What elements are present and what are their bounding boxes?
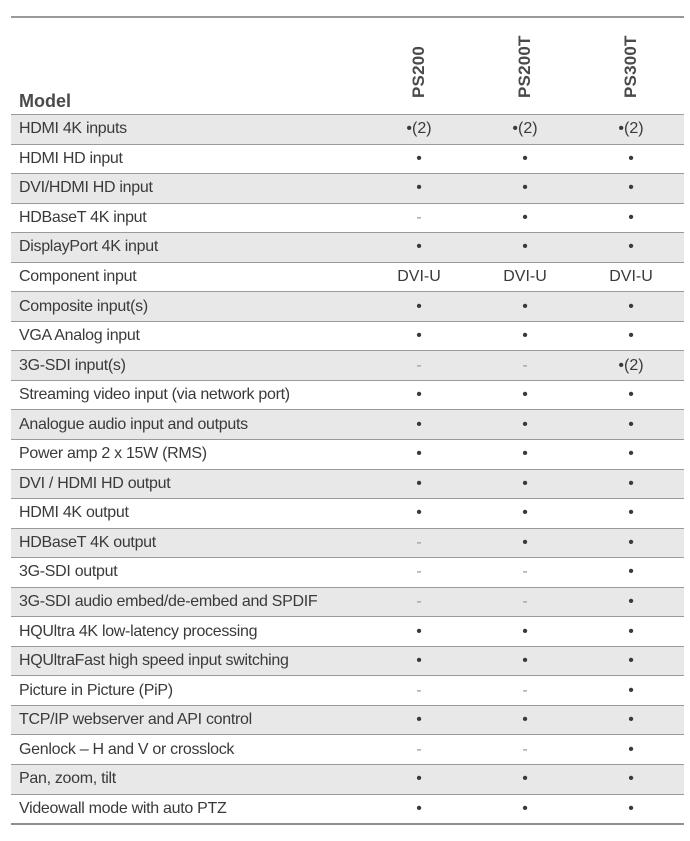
- value-cell: •: [578, 794, 684, 824]
- value-cell: -: [366, 351, 472, 381]
- value-cell: DVI-U: [366, 262, 472, 292]
- value-cell: •: [366, 380, 472, 410]
- value-cell: -: [366, 676, 472, 706]
- value-cell: •: [472, 410, 578, 440]
- table-row: [11, 440, 684, 470]
- model-header-cell: [11, 17, 366, 115]
- value-cell: •: [366, 144, 472, 174]
- feature-cell: 3G-SDI audio embed/de-embed and SPDIF: [11, 587, 366, 617]
- value-cell: •: [366, 499, 472, 529]
- value-cell: •: [578, 410, 684, 440]
- table-row: [11, 705, 684, 735]
- value-cell: •: [366, 646, 472, 676]
- value-cell: •: [472, 380, 578, 410]
- column-header-label: PS200: [409, 45, 428, 98]
- value-cell: •: [578, 587, 684, 617]
- value-cell: -: [472, 351, 578, 381]
- value-cell: •(2): [578, 115, 684, 145]
- value-cell: -: [472, 676, 578, 706]
- value-cell: •: [578, 380, 684, 410]
- value-cell: •: [578, 765, 684, 795]
- value-cell: •: [366, 705, 472, 735]
- feature-cell: 3G-SDI input(s): [11, 351, 366, 381]
- value-cell: •: [578, 558, 684, 588]
- feature-cell: 3G-SDI output: [11, 558, 366, 588]
- table-row: [11, 351, 684, 381]
- value-cell: •: [366, 233, 472, 263]
- feature-cell: HDBaseT 4K output: [11, 528, 366, 558]
- value-cell: •: [578, 705, 684, 735]
- feature-cell: VGA Analog input: [11, 321, 366, 351]
- feature-cell: Streaming video input (via network port): [11, 380, 366, 410]
- feature-cell: Analogue audio input and outputs: [11, 410, 366, 440]
- feature-cell: Picture in Picture (PiP): [11, 676, 366, 706]
- feature-cell: Pan, zoom, tilt: [11, 765, 366, 795]
- feature-cell: HQUltra 4K low-latency processing: [11, 617, 366, 647]
- feature-cell: HDBaseT 4K input: [11, 203, 366, 233]
- value-cell: •: [578, 144, 684, 174]
- value-cell: •: [366, 469, 472, 499]
- value-cell: •: [472, 617, 578, 647]
- value-cell: •: [472, 321, 578, 351]
- value-cell: -: [366, 528, 472, 558]
- value-cell: -: [366, 558, 472, 588]
- value-cell: •: [472, 144, 578, 174]
- value-cell: •: [578, 528, 684, 558]
- table-row: [11, 144, 684, 174]
- value-cell: •: [472, 233, 578, 263]
- feature-cell: DisplayPort 4K input: [11, 233, 366, 263]
- value-cell: •: [472, 469, 578, 499]
- value-cell: •(2): [366, 115, 472, 145]
- value-cell: •: [472, 646, 578, 676]
- value-cell: -: [366, 587, 472, 617]
- table-row: [11, 587, 684, 617]
- table-row: [11, 410, 684, 440]
- value-cell: •: [578, 174, 684, 204]
- feature-cell: TCP/IP webserver and API control: [11, 705, 366, 735]
- value-cell: DVI-U: [472, 262, 578, 292]
- column-header-label: PS200T: [515, 35, 534, 98]
- value-cell: •: [578, 617, 684, 647]
- feature-cell: HDMI HD input: [11, 144, 366, 174]
- value-cell: •: [366, 321, 472, 351]
- value-cell: •: [472, 203, 578, 233]
- feature-cell: DVI/HDMI HD input: [11, 174, 366, 204]
- value-cell: •: [578, 203, 684, 233]
- value-cell: •: [366, 174, 472, 204]
- table-row: [11, 115, 684, 145]
- value-cell: -: [366, 203, 472, 233]
- value-cell: •: [366, 794, 472, 824]
- column-header-ps200: [366, 17, 472, 115]
- value-cell: •: [472, 499, 578, 529]
- table-row: [11, 765, 684, 795]
- table-row: [11, 499, 684, 529]
- value-cell: -: [472, 735, 578, 765]
- value-cell: •: [472, 765, 578, 795]
- table-row: [11, 292, 684, 322]
- value-cell: •: [472, 174, 578, 204]
- table-row: [11, 558, 684, 588]
- model-label: Model: [19, 91, 71, 111]
- value-cell: •: [578, 440, 684, 470]
- table-row: [11, 174, 684, 204]
- value-cell: •: [472, 528, 578, 558]
- value-cell: •: [366, 292, 472, 322]
- table-body: [11, 115, 684, 825]
- table-row: [11, 262, 684, 292]
- table-row: [11, 676, 684, 706]
- value-cell: •: [578, 469, 684, 499]
- value-cell: •: [366, 617, 472, 647]
- table-row: [11, 321, 684, 351]
- model-comparison-table: [11, 16, 684, 825]
- value-cell: •: [578, 321, 684, 351]
- value-cell: •: [578, 233, 684, 263]
- column-header-label: PS300T: [621, 35, 640, 98]
- value-cell: •: [472, 440, 578, 470]
- value-cell: •: [578, 735, 684, 765]
- feature-cell: HQUltraFast high speed input switching: [11, 646, 366, 676]
- table-row: [11, 380, 684, 410]
- value-cell: -: [472, 558, 578, 588]
- header-row: [11, 17, 684, 115]
- column-header-ps300t: [578, 17, 684, 115]
- value-cell: -: [366, 735, 472, 765]
- feature-cell: Power amp 2 x 15W (RMS): [11, 440, 366, 470]
- table-row: [11, 646, 684, 676]
- table-row: [11, 735, 684, 765]
- feature-cell: Videowall mode with auto PTZ: [11, 794, 366, 824]
- feature-cell: HDMI 4K inputs: [11, 115, 366, 145]
- value-cell: •: [578, 676, 684, 706]
- comparison-table-wrapper: [11, 16, 684, 825]
- value-cell: •: [578, 499, 684, 529]
- table-row: [11, 528, 684, 558]
- value-cell: •: [472, 292, 578, 322]
- table-row: [11, 794, 684, 824]
- value-cell: -: [472, 587, 578, 617]
- feature-cell: Component input: [11, 262, 366, 292]
- value-cell: DVI-U: [578, 262, 684, 292]
- column-header-ps200t: [472, 17, 578, 115]
- value-cell: •: [366, 765, 472, 795]
- value-cell: •: [578, 646, 684, 676]
- table-row: [11, 617, 684, 647]
- table-row: [11, 469, 684, 499]
- table-row: [11, 203, 684, 233]
- value-cell: •(2): [578, 351, 684, 381]
- value-cell: •(2): [472, 115, 578, 145]
- feature-cell: Composite input(s): [11, 292, 366, 322]
- value-cell: •: [366, 440, 472, 470]
- value-cell: •: [578, 292, 684, 322]
- feature-cell: DVI / HDMI HD output: [11, 469, 366, 499]
- table-row: [11, 233, 684, 263]
- feature-cell: Genlock – H and V or crosslock: [11, 735, 366, 765]
- value-cell: •: [472, 705, 578, 735]
- feature-cell: HDMI 4K output: [11, 499, 366, 529]
- value-cell: •: [472, 794, 578, 824]
- value-cell: •: [366, 410, 472, 440]
